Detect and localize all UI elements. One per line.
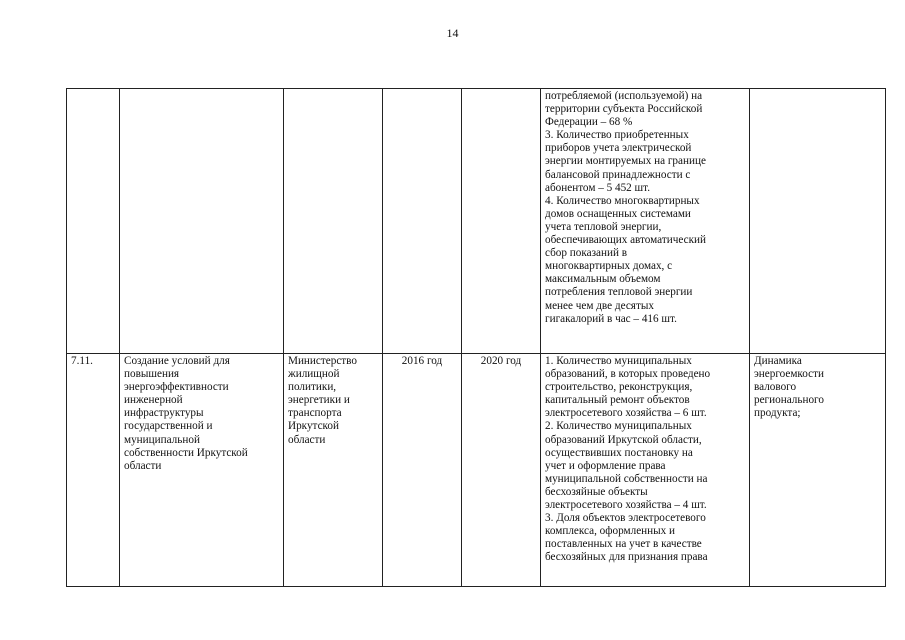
indicator-line: потребления тепловой энергии: [545, 286, 693, 299]
indicator-line: 4. Количество многоквартирных: [545, 194, 700, 207]
indicator-line: электросетевого хозяйства – 6 шт.: [545, 407, 707, 420]
indicator-line: образований Иркутской области,: [545, 433, 702, 446]
target-indicator-line: продукта;: [754, 407, 801, 420]
measure-name-cell: [120, 89, 284, 354]
indicator-line: поставленных на учет в качестве: [545, 538, 702, 551]
target-indicator-line: энергоемкости: [754, 368, 825, 381]
indicator-line: муниципальной собственности на: [545, 472, 708, 485]
measure-name-line: собственности Иркутской: [124, 446, 248, 459]
measure-number-cell: 7.11.: [67, 354, 120, 587]
indicator-line: 3. Доля объектов электросетевого: [545, 512, 706, 525]
measure-name-line: инженерной: [124, 394, 183, 407]
indicator-line: 2. Количество муниципальных: [545, 420, 692, 433]
start-year-cell: [383, 89, 462, 354]
indicator-line: сбор показаний в: [545, 247, 628, 260]
measure-name-line: области: [124, 459, 162, 472]
indicator-line: электросетевого хозяйства – 4 шт.: [545, 499, 707, 512]
indicator-line: обеспечивающих автоматический: [545, 234, 706, 247]
indicator-line: бесхозяйных для признания права: [545, 551, 708, 564]
indicator-line: гигакалорий в час – 416 шт.: [545, 312, 677, 325]
indicator-line: строительство, реконструкция,: [545, 381, 693, 394]
indicator-line: 1. Количество муниципальных: [545, 355, 692, 367]
executor-line: области: [288, 433, 326, 446]
page-number: 14: [446, 26, 459, 40]
measure-name-line: муниципальной: [124, 433, 200, 446]
target-indicator-cell: [750, 354, 886, 587]
measure-name-line: повышения: [124, 368, 180, 381]
indicator-line: приборов учета электрической: [545, 142, 692, 155]
indicator-line: территории субъекта Российской: [545, 103, 703, 116]
target-indicator-line: валового: [754, 381, 797, 394]
indicator-line: Федерации – 68 %: [545, 116, 633, 129]
indicator-line: многоквартирных домах, с: [545, 260, 673, 273]
indicator-line: 3. Количество приобретенных: [545, 129, 689, 142]
indicator-line: абонентом – 5 452 шт.: [545, 181, 651, 194]
executor-line: транспорта: [288, 407, 342, 420]
measure-name-cell: [120, 354, 284, 587]
measure-name-line: энергоэффективности: [124, 381, 229, 394]
executor-line: жилищной: [288, 368, 340, 381]
target-indicator-cell: [750, 89, 886, 354]
program-measures-table: [66, 88, 886, 587]
executor-line: политики,: [288, 381, 337, 394]
indicator-line: балансовой принадлежности с: [545, 168, 691, 181]
indicator-line: образований, в которых проведено: [545, 368, 711, 381]
end-year-cell: [462, 89, 541, 354]
measure-number-cell: [67, 89, 120, 354]
indicator-line: капитальный ремонт объектов: [545, 394, 690, 407]
measure-name-line: инфраструктуры: [124, 407, 204, 420]
executor-line: Иркутской: [288, 420, 339, 433]
indicators-cell: [541, 354, 750, 587]
indicator-line: потребляемой (используемой) на: [545, 90, 703, 102]
table-row: [67, 354, 886, 587]
measure-name-line: государственной и: [124, 420, 213, 433]
indicator-line: комплекса, оформленных и: [545, 525, 676, 538]
indicator-line: максимальным объемом: [545, 273, 661, 286]
indicator-line: менее чем две десятых: [545, 299, 654, 312]
table-row: [67, 89, 886, 354]
indicator-line: учета тепловой энергии,: [545, 220, 662, 233]
indicator-line: учет и оформление права: [545, 459, 666, 472]
indicator-line: энергии монтируемых на границе: [545, 155, 706, 168]
executor-cell: [284, 89, 383, 354]
executor-cell: [284, 354, 383, 587]
start-year-cell: 2016 год: [383, 354, 462, 587]
target-indicator-line: Динамика: [754, 355, 802, 367]
indicator-line: бесхозяйные объекты: [545, 485, 648, 498]
executor-line: Министерство: [288, 355, 357, 367]
indicator-line: домов оснащенных системами: [545, 207, 691, 220]
end-year-cell: 2020 год: [462, 354, 541, 587]
indicator-line: осуществивших постановку на: [545, 446, 693, 459]
measure-name-line: Создание условий для: [124, 355, 230, 367]
target-indicator-line: регионального: [754, 394, 824, 407]
indicators-cell: [541, 89, 750, 354]
executor-line: энергетики и: [288, 394, 350, 407]
